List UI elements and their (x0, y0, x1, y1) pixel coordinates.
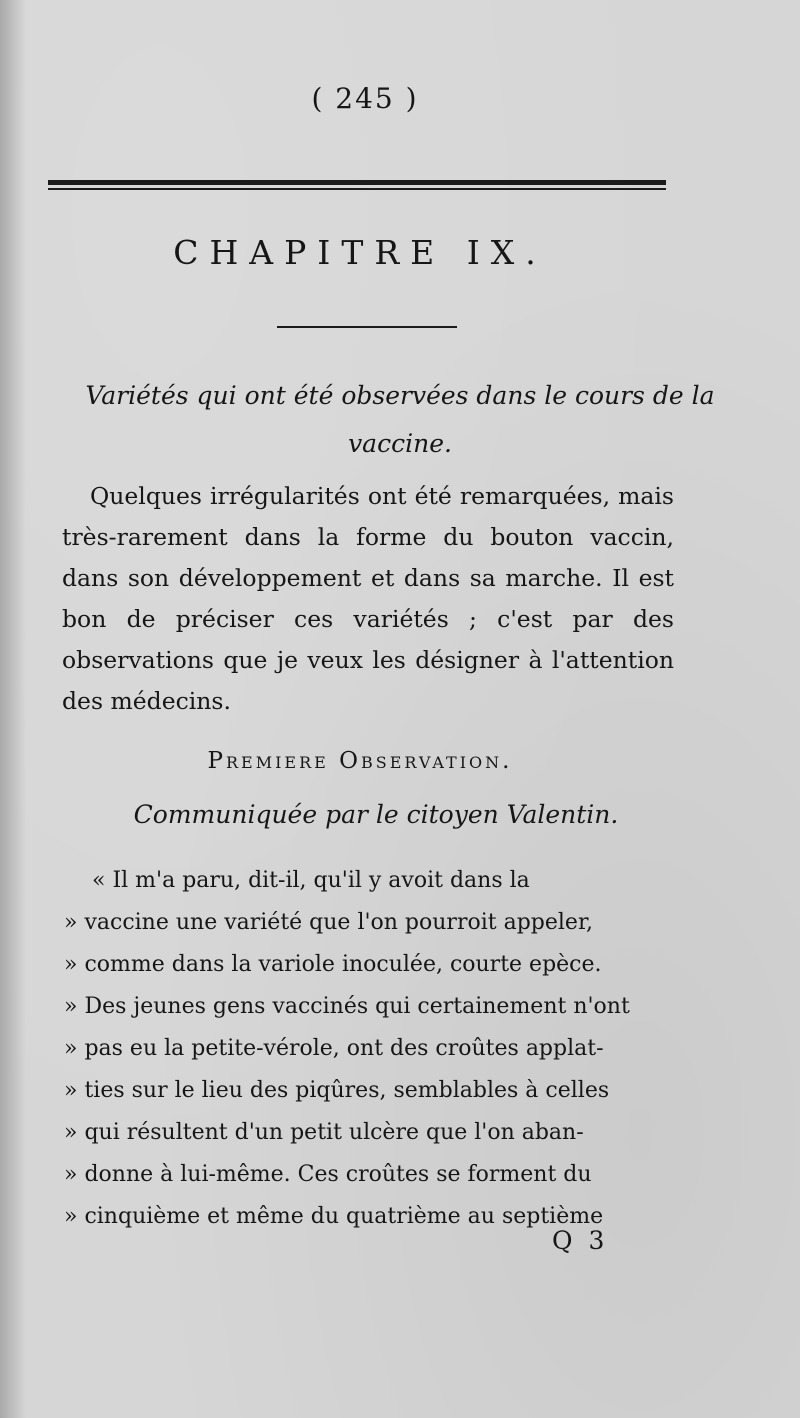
quote-line: » vaccine une variété que l'on pourroit appeler, (64, 910, 594, 935)
title-divider (277, 326, 457, 328)
header-rule-thin (48, 188, 666, 190)
quote-line: » qui résultent d'un petit ulcère que l'on aban- (64, 1120, 584, 1145)
quote-line: » cinquième et même du quatrième au septième (64, 1204, 604, 1229)
signature-mark: Q 3 (552, 1226, 609, 1255)
quote-line: » Des jeunes gens vaccinés qui certainement n'ont (64, 994, 630, 1019)
observation-heading: Premiere Observation. (207, 748, 513, 774)
intro-paragraph: Quelques irrégularités ont été remarquées, mais très-rarement dans la forme du bouton vaccin, dans son développement et dans sa marche. Il est bon de préciser ces variétés ; c'est par des observations que je veux les désigner à l'attention des médecins. (62, 482, 674, 715)
quote-line: » donne à lui-même. Ces croûtes se forment du (64, 1162, 592, 1187)
observation-attribution: Communiquée par le citoyen Valentin. (133, 800, 619, 829)
observation-quote (64, 860, 676, 1238)
quote-line: » pas eu la petite-vérole, ont des croûtes applat- (64, 1036, 604, 1061)
page-number: ( 245 ) (311, 82, 419, 115)
page-edge-shadow (0, 0, 26, 1418)
chapter-subtitle: Variétés qui ont été observées dans le cours de la vaccine. (85, 381, 715, 458)
quote-line: » comme dans la variole inoculée, courte epèce. (64, 952, 602, 977)
quote-line: » ties sur le lieu des piqûres, semblables à celles (64, 1078, 610, 1103)
quote-line: « Il m'a paru, dit-il, qu'il y avoit dans la (92, 868, 530, 893)
chapter-title: CHAPITRE IX. (173, 233, 547, 272)
header-rule (48, 180, 666, 185)
